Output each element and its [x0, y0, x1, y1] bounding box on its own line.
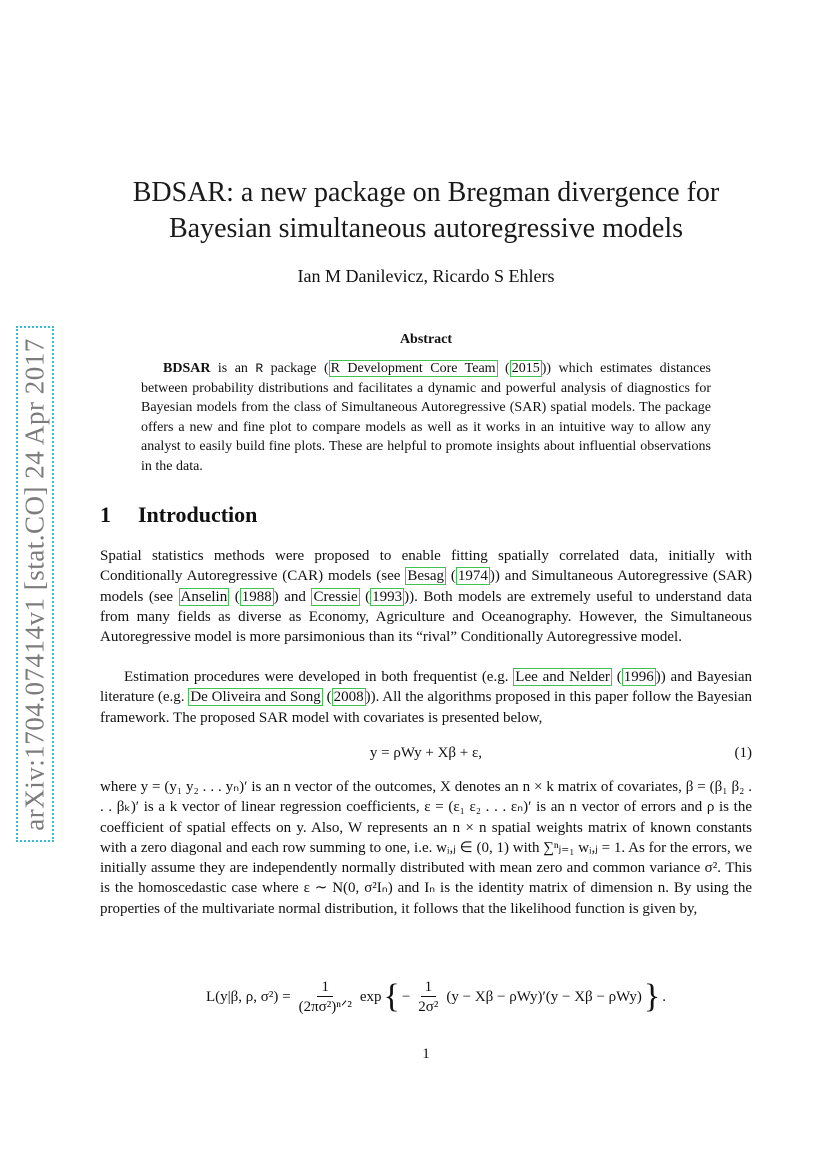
- equation-expression: y = ρWy + Xβ + ε,: [369, 745, 483, 761]
- minus-sign: −: [401, 988, 411, 1005]
- fraction-variance: [414, 978, 442, 1017]
- citation-link-besag[interactable]: Besag: [407, 568, 444, 585]
- right-brace: }: [643, 978, 661, 1015]
- paragraph-3: where y = (y₁ y₂ . . . yₙ)′ is an n vector of the outcomes, X denotes an n × k matrix of covariates, β = (β₁ β₂ . . . βₖ)′ is a k vector of linear regression coefficients, ε = (ε₁ ε₂ . . . εₙ)′ is an n vector of errors and ρ is the coefficient of spatial effects on y. Also, W represents an n × n spatial weights matrix of known constants with a zero diagonal and each row summing to one, i.e. wᵢ,ⱼ ∈ (0, 1) with ∑ⁿⱼ₌₁ wᵢ,ⱼ = 1. As for the errors, we initially assume they are independently normally distributed with mean zero and common variance σ². This is the homoscedastic case where ε ∼ N(0, σ²Iₙ) and Iₙ is the identity matrix of dimension n. By using the properties of the multivariate normal distribution, it follows that the likelihood function is given by,: [100, 779, 752, 917]
- likelihood-equation: [156, 972, 716, 1022]
- fraction-normalizer: [295, 978, 356, 1017]
- citation-link-lee-nelder[interactable]: Lee and Nelder: [515, 669, 610, 685]
- abstract-heading: Abstract: [399, 332, 453, 347]
- citation-year-link[interactable]: 1993: [372, 588, 403, 605]
- equation-1: [100, 745, 752, 762]
- abstract-fragment: is an: [210, 361, 256, 376]
- citation-year-link[interactable]: 2015: [511, 361, 540, 376]
- paragraph-2: Estimation procedures were developed in both frequentist (e.g. Lee and Nelder ( 1996 )) and Bayesian literature (e.g. De Oliveira and Song ( 2008 )). All the algorithms proposed in this paper follow the Bayesian framework. The proposed SAR model with covariates is presented below,: [100, 669, 753, 726]
- equation-number: (1): [734, 745, 752, 761]
- citation-link-de-oliveira-song[interactable]: De Oliveira and Song: [190, 689, 321, 706]
- quadratic-form: (y − Xβ − ρWy)′(y − Xβ − ρWy): [446, 988, 642, 1005]
- text-fragment: Estimation procedures were developed in both frequentist (e.g.: [124, 669, 514, 685]
- paper-title: [100, 175, 752, 247]
- arxiv-id: arXiv:1704.07414v1 [stat.CO] 24 Apr 2017: [19, 337, 50, 831]
- citation-link-anselin[interactable]: Anselin: [180, 588, 228, 605]
- r-language-name: R: [255, 361, 264, 376]
- equation-period: .: [662, 988, 666, 1005]
- citation-year-link[interactable]: 1988: [241, 588, 272, 605]
- arxiv-stamp: [16, 326, 54, 842]
- citation-link-cressie[interactable]: Cressie: [313, 588, 358, 605]
- package-name: BDSAR: [163, 361, 211, 376]
- fraction-denominator: (2πσ²)ⁿᐟ²: [298, 998, 352, 1015]
- citation-year-link[interactable]: 2008: [333, 689, 364, 706]
- fraction-numerator: 1: [317, 978, 333, 997]
- text-fragment: )). Both models are extremely useful to understand data from many fields as diverse as Economy, Agriculture and Oceanography. However, the Simultaneous Autoregressive model is more parsimonious than its “rival” Conditionally Autoregressive model.: [100, 588, 753, 646]
- title-line-2: Bayesian simultaneous autoregressive models: [169, 213, 683, 244]
- citation-link-r-core[interactable]: R Development Core Team: [330, 361, 496, 376]
- text-fragment: Spatial statistics methods were proposed to enable fitting spatially correlated data, initially with Conditionally Autoregressive (CAR) models (see: [100, 548, 752, 585]
- text-fragment: ) and: [273, 588, 312, 605]
- section-heading: [100, 502, 752, 528]
- text-fragment: )) and Bayesian literature (e.g.: [100, 669, 752, 706]
- left-brace: {: [383, 978, 400, 1015]
- text-fragment: )) and Simultaneous Autoregressive (SAR) models (see: [100, 568, 752, 605]
- title-line-1: BDSAR: a new package on Bregman divergence for: [132, 177, 720, 208]
- authors: Ian M Danilevicz, Ricardo S Ehlers: [297, 266, 555, 286]
- exp-operator: exp: [359, 988, 382, 1005]
- citation-year-link[interactable]: 1974: [457, 568, 488, 585]
- section-number: 1: [100, 502, 111, 527]
- page-number: 1: [422, 1046, 430, 1062]
- paragraph-1: Spatial statistics methods were proposed to enable fitting spatially correlated data, initially with Conditionally Autoregressive (CAR) models (see Besag ( 1974 )) and Simultaneous Autoregressive (SAR) models (see Anselin ( 1988 ) and Cressie ( 1993 )). Both models are extremely useful to understand data from many fields as diverse as Economy, Agriculture and Oceanography. However, the Simultaneous Autoregressive model is more parsimonious than its “rival” Conditionally Autoregressive model.: [100, 548, 753, 646]
- fraction-denominator: 2σ²: [418, 998, 439, 1015]
- abstract-fragment: )) which estimates distances between probability distributions and facilitates a dynamic and powerful analysis of diagnostics for Bayesian models from the class of Simultaneous Autoregressive (SAR) spatial models. The package offers a new and fine plot to compare models as well as it works in an intuitive way to allow any analyst to easily build fine plots. These are helpful to promote insights about influential observations in the data.: [141, 361, 711, 474]
- text-fragment: )). All the algorithms proposed in this paper follow the Bayesian framework. The proposed SAR model with covariates is presented below,: [100, 689, 753, 726]
- likelihood-lhs: L(y|β, ρ, σ²) =: [206, 988, 291, 1005]
- citation-year-link[interactable]: 1996: [623, 669, 654, 685]
- fraction-numerator: 1: [421, 978, 437, 997]
- abstract-text: BDSAR is an R package ( R Development Core Team ( 2015 )) which estimates distances between probability distributions and facilitates a dynamic and powerful analysis of diagnostics for Bayesian models from the class of Simultaneous Autoregressive (SAR) spatial models. The package offers a new and fine plot to compare models as well as it works in an intuitive way to allow any analyst to easily build fine plots. These are helpful to promote insights about influential observations in the data.: [141, 361, 711, 474]
- abstract-fragment: package (: [263, 361, 329, 376]
- section-title: Introduction: [138, 502, 258, 527]
